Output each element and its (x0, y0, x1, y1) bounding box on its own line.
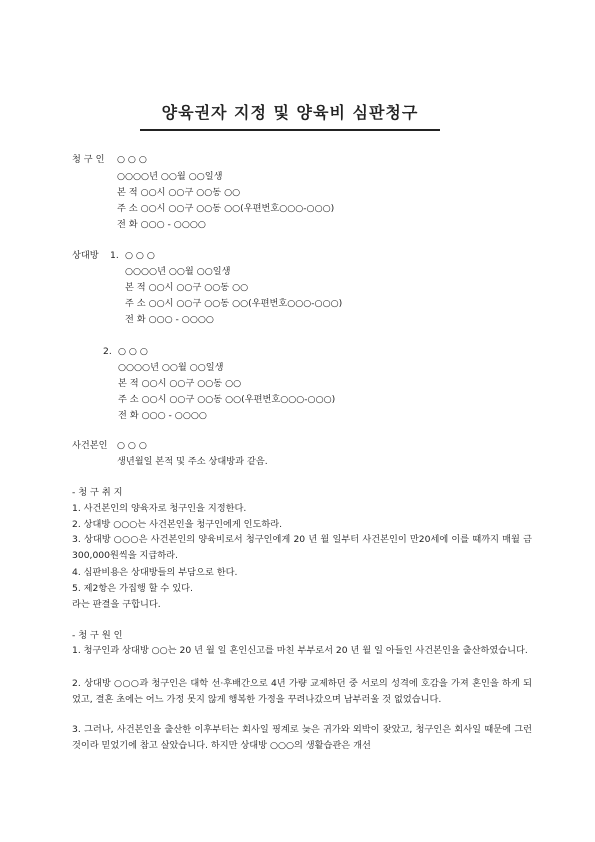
purpose-item: 3. 상대방 ○○○은 사건본인의 양육비로서 청구인에게 20 년 월 일부터 사건본인이 만20세에 이를 때까지 매월 금 300,000원씩을 지급하라. (72, 534, 532, 561)
respondent-2-number: 2. (103, 346, 112, 357)
principal-note: 생년월일 본적 및 주소 상대방과 같음. (117, 456, 268, 467)
respondent-1-phone: 전 화 ○○○ - ○○○○ (125, 314, 214, 325)
respondent-2-phone: 전 화 ○○○ - ○○○○ (118, 410, 207, 421)
respondent-2-birth: ○○○○년 ○○월 ○○일생 (118, 362, 224, 373)
cause-heading: - 청 구 원 인 (72, 630, 123, 641)
purpose-item: 1. 사건본인의 양육자로 청구인을 지정한다. (72, 503, 247, 514)
respondent-2-domicile: 본 적 ○○시 ○○구 ○○동 ○○ (118, 378, 242, 389)
respondent-1-birth: ○○○○년 ○○월 ○○일생 (125, 266, 231, 277)
respondent-2-address: 주 소 ○○시 ○○구 ○○동 ○○(우편번호○○○-○○○) (118, 394, 336, 405)
respondent-1-number: 1. (110, 250, 119, 261)
principal-name: ○ ○ ○ (117, 440, 147, 451)
claimant-birth: ○○○○년 ○○월 ○○일생 (117, 171, 223, 182)
document-title: 양육권자 지정 및 양육비 심판청구 (140, 100, 440, 131)
cause-paragraph: 3. 그러나, 사건본인을 출산한 이후부터는 회사일 핑계로 늦은 귀가와 외박이 잦았고, 청구인은 회사일 때문에 그런 것이라 믿었기에 참고 살았습니다. 하지만 상대방 ○○○의 생활습관은 개선 (72, 724, 532, 751)
purpose-item: 5. 제2항은 가집행 할 수 있다. (72, 583, 193, 594)
purpose-heading: - 청 구 취 지 (72, 487, 123, 498)
claimant-address: 주 소 ○○시 ○○구 ○○동 ○○(우편번호○○○-○○○) (117, 203, 335, 214)
respondent-1-domicile: 본 적 ○○시 ○○구 ○○동 ○○ (125, 282, 249, 293)
claimant-name: ○ ○ ○ (117, 154, 147, 165)
cause-paragraph: 1. 청구인과 상대방 ○○는 20 년 월 일 혼인신고를 마친 부부로서 20 년 월 일 아들인 사건본인을 출산하였습니다. (72, 645, 528, 656)
purpose-closing: 라는 판결을 구합니다. (72, 599, 161, 610)
principal-label: 사건본인 (72, 440, 108, 451)
respondent-1-address: 주 소 ○○시 ○○구 ○○동 ○○(우편번호○○○-○○○) (125, 298, 343, 309)
claimant-phone: 전 화 ○○○ - ○○○○ (117, 219, 206, 230)
purpose-item: 4. 심판비용은 상대방들의 부담으로 한다. (72, 567, 238, 578)
claimant-label: 청 구 인 (72, 154, 105, 165)
respondent-1-name: ○ ○ ○ (125, 250, 155, 261)
respondent-2-name: ○ ○ ○ (118, 346, 148, 357)
cause-paragraph: 2. 상대방 ○○○과 청구인은 대학 선·후배간으로 4년 가량 교제하던 중 서로의 성격에 호감을 가져 혼인을 하게 되었고, 결혼 초에는 어느 가정 못지 않게 행복한 가정을 꾸려나갔으며 남부러울 것 없었습니다. (72, 678, 532, 705)
respondent-label: 상대방 (72, 250, 99, 261)
purpose-item: 2. 상대방 ○○○는 사건본인을 청구인에게 인도하라. (72, 519, 283, 530)
claimant-domicile: 본 적 ○○시 ○○구 ○○동 ○○ (117, 187, 241, 198)
